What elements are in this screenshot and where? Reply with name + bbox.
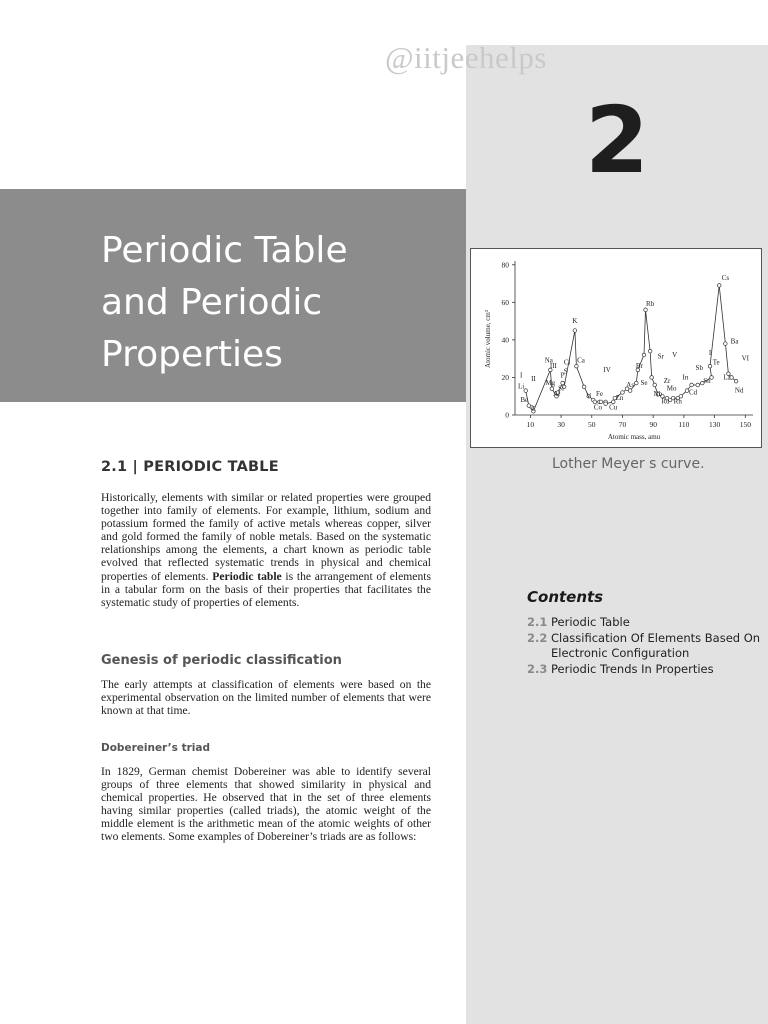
lothar-meyer-figure [470,248,762,448]
element-label: Rb [646,300,655,309]
toc-item[interactable] [527,662,762,678]
element-label: Na [544,356,553,365]
element-label: Zn [615,393,624,402]
toc-label: Periodic Trends In Properties [551,661,714,676]
element-label: Cl [563,358,571,367]
intro-paragraph [101,491,431,609]
chapter-title [101,225,441,381]
element-label: Mg [545,378,556,387]
subheading-dobereiner: Dobereiner’s triad [101,742,210,754]
section-heading: 2.1 | PERIODIC TABLE [101,459,279,475]
dobereiner-paragraph: In 1829, German chemist Dobereiner was able to identify several groups of three elements that showed similarity in physical and chemical properties. He observed that in the set of three elements having similar properties (called triads), the atomic weight of the middle element is the arithmetic mean of the atomic weights of other two elements. Some examples of Dobereiner’s triads are as follows: [101,765,431,844]
element-label: Fe [595,390,603,399]
x-tick-label: 130 [708,420,721,429]
group-label: II [531,375,536,384]
y-tick-label: 20 [501,372,509,382]
element-label: I [708,348,712,357]
element-label: Li [518,382,525,391]
element-label: Al [552,390,560,399]
toc-item[interactable] [527,615,762,631]
element-label: Zr [663,377,671,386]
subheading-genesis: Genesis of periodic classification [101,653,342,668]
element-label: Be [520,395,529,404]
data-point [724,342,728,346]
element-label: V [586,392,592,401]
data-point [644,308,648,312]
data-point [635,381,639,385]
element-label: Cs [721,273,730,282]
element-label: S [563,367,568,376]
chapter-title-line: and Periodic [101,282,323,323]
element-label: Ru [661,397,670,406]
element-label: Ba [730,337,739,346]
y-tick-label: 0 [505,410,509,420]
toc-number: 2.3 [527,661,548,676]
group-label: V [672,350,678,359]
element-label: C [531,405,536,414]
x-tick-label: 50 [588,420,596,429]
data-point [524,389,528,393]
chapter-title-line: Periodic Table [101,230,348,271]
data-point [653,383,657,387]
chapter-title-line: Properties [101,334,283,375]
paragraph-text: Historically, elements with similar or related properties were grouped together into family of elements. For example, lithium, sodium and potassium formed the family of active metals whereas copper, silver and gold formed the family of noble metals. Based on the systematic relationships among the elements, a chart known as periodic table evolved that reflected systematic trends in physical and chemical properties of elements. [101,491,431,583]
element-label: Co [593,403,603,412]
data-point [575,364,579,368]
contents-heading: Contents [527,588,604,606]
chapter-number: 2 [584,87,649,194]
element-label: Cu [609,403,618,412]
data-point [696,383,700,387]
data-point [628,389,632,393]
atomic-volume-chart [471,249,761,447]
element-label: La [723,373,731,382]
element-label: Br [635,362,643,371]
element-label: Nd [734,386,744,395]
toc-label: Classification Of Elements Based On Electronic Configuration [551,630,761,660]
x-tick-label: 150 [739,420,751,429]
y-tick-label: 40 [501,335,509,345]
toc-number: 2.2 [527,630,548,645]
x-axis-label: Atomic mass, amu [607,433,661,441]
element-label: Sn [703,377,711,386]
data-point [690,383,694,387]
element-label: Ca [577,356,585,365]
genesis-paragraph: The early attempts at classification of elements were based on the experimental observation on the limited number of elements that were known at that time. [101,678,431,718]
figure-caption: Lother Meyer s curve. [552,456,705,472]
x-tick-label: 90 [649,420,657,429]
data-point [717,284,721,288]
element-label: Si [558,384,564,393]
element-label: Se [640,378,648,387]
toc-number: 2.1 [527,615,548,629]
group-label: IV [603,365,611,374]
y-tick-label: 80 [501,260,509,270]
data-point [642,353,646,357]
data-point [604,402,608,406]
element-label: Cd [689,388,698,397]
element-label: In [682,373,689,382]
data-point [734,379,738,383]
y-tick-label: 60 [501,297,509,307]
contents-box [527,588,762,677]
group-label: VI [741,354,750,363]
data-point [582,385,586,389]
element-label: P [560,371,565,380]
element-label: Nb [653,390,663,399]
group-label: III [549,362,557,371]
group-label: I [519,371,523,380]
toc-item[interactable] [527,631,762,662]
element-label: Te [712,358,720,367]
data-point [573,329,577,333]
x-tick-label: 70 [618,420,627,429]
x-tick-label: 10 [526,420,535,429]
bold-term: Periodic table [212,569,282,583]
element-label: K [572,316,578,325]
watermark: @iitjeehelps [385,40,547,75]
element-label: As [626,380,635,389]
element-label: Mo [666,384,677,393]
toc-label: Periodic Table [551,615,630,629]
element-label: Sb [695,363,703,372]
x-tick-label: 30 [557,420,565,429]
data-point [708,364,712,368]
element-label: Rh [673,397,682,406]
element-label: Sr [657,352,664,361]
y-axis-label: Atomic volume, cm³ [484,310,492,368]
x-tick-label: 110 [678,420,690,429]
paragraph-text: is the arrangement of elements in a tabular form on the basis of their properties that facilitates the systematic study of properties of elements. [101,569,431,609]
data-point [650,376,654,380]
data-point [648,349,652,353]
